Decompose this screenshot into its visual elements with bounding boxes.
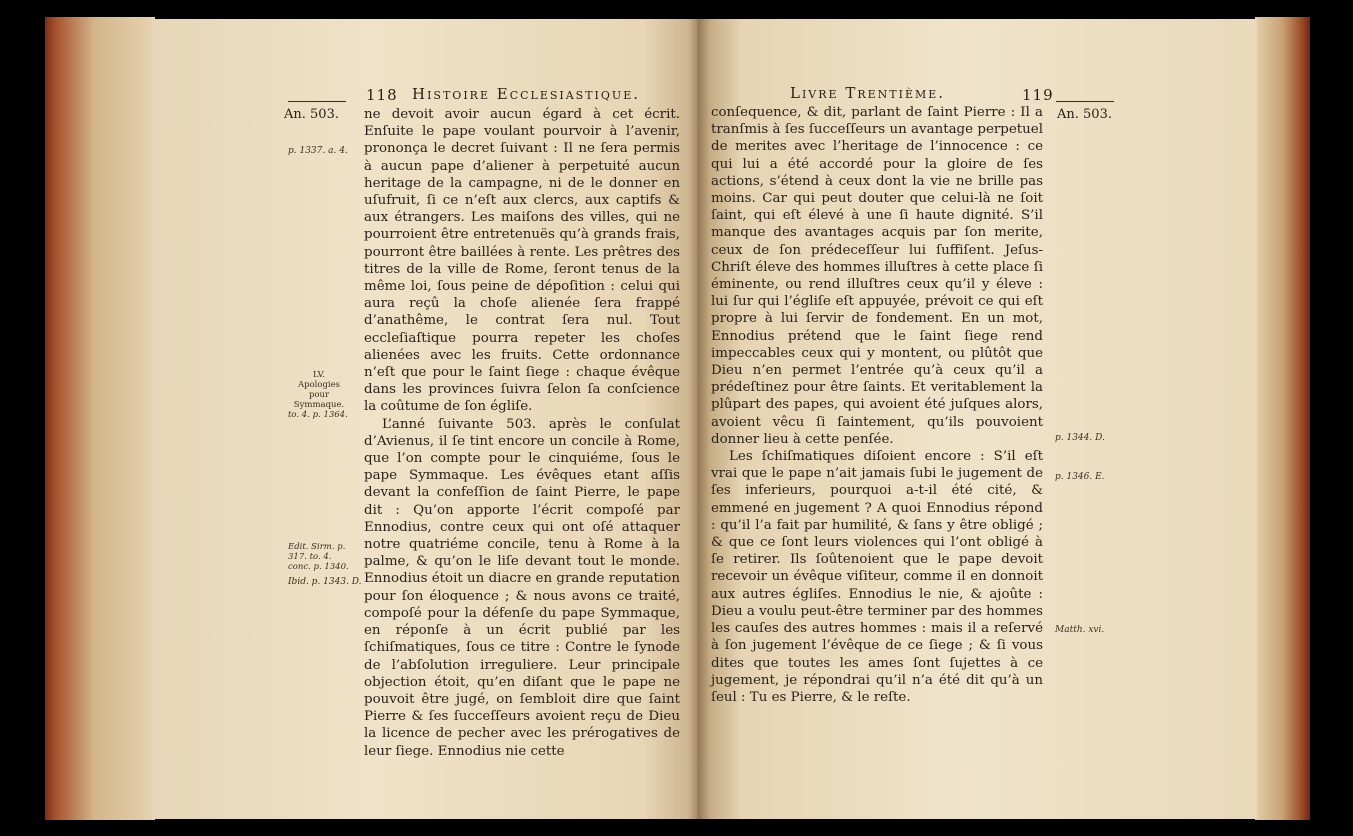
- left-margin-ref: Edit. Sirm. p. 317. to. 4. conc. p. 1340.: [288, 542, 349, 572]
- right-page-number: 119: [1022, 86, 1054, 104]
- right-margin-ref: Matth. xvi.: [1055, 625, 1105, 635]
- margin-note-ref: to. 4. p. 1364.: [288, 410, 348, 420]
- right-page-edges: [1255, 17, 1310, 820]
- left-paragraph: ne devoit avoir aucun égard à cet écrit. Enſuite le pape voulant pourvoir à l’avenir, prononça le decret ſuivant : Il ne ſera permis à aucun pape d’aliener à perpetuité aucun heritage de la campagne, ni de le donner en uſufruit, ſi ce n’eſt aux clercs, aux captifs & aux étrangers. Les maiſons des villes, qui ne pourroient être entretenuës qu’à grands frais, pourront être baillées à rente. Les prêtres des titres de la ville de Rome, ſeront tenus de la même loi, ſous peine de dépoſition : celui qui aura reçû la choſe alienée ſera frappé d’anathême, le contrat ſera nul. Tout eccleſiaſtique pourra repeter les choſes alienées avec les fruits. Cette ordonnance n’eſt que pour le ſaint ſiege : chaque évêque dans les provinces ſuivra ſelon ſa conſcience la coûtume de ſon égliſe.: [364, 107, 680, 415]
- right-running-title: Livre Trentième.: [790, 84, 946, 102]
- left-running-title: Histoire Ecclesiastique.: [412, 85, 640, 103]
- left-paragraph: L’anné ſuivante 503. après le conſulat d’Avienus, il ſe tint encore un concile à Rome, que l’on compte pour le cinquiéme, ſous le pape Symmaque. Les évêques etant aſſis devant la confeſſion de ſaint Pierre, le pape dit : Qu’on apporte l’écrit compoſé par Ennodius, contre ceux qui ont oſé attaquer notre quatriéme concile, tenu à Rome à la palme, & qu’on le liſe devant tout le monde. Ennodius étoit un diacre en grande reputation pour ſon éloquence ; & nous avons ce traité, compoſé pour la défenſe du pape Symmaque, en réponſe à un écrit publié par les ſchiſmatiques, ſous ce titre : Contre le ſynode de l’abſolution irreguliere. Leur principale objection étoit, qu’en diſant que le pape ne pouvoit être jugé, on ſembloit dire que ſaint Pierre & ſes ſucceſſeurs avoient reçu de Dieu la licence de pecher avec les prérogatives de leur ſiege. Ennodius nie cette: [364, 416, 680, 759]
- right-year-marker: An. 503.: [1057, 107, 1112, 122]
- header-rule-left: [288, 101, 346, 102]
- left-margin-ref: Ibid. p. 1343. D.: [288, 577, 362, 587]
- right-margin-ref: p. 1344. D.: [1055, 433, 1105, 443]
- header-rule-right: [1056, 101, 1114, 102]
- book-gutter: [688, 19, 710, 819]
- margin-note-text: Apologies pour Symmaque.: [293, 380, 345, 410]
- margin-note-heading: LV.: [313, 370, 325, 380]
- left-margin-note-block: [288, 370, 350, 420]
- left-page-number: 118: [366, 86, 398, 104]
- left-margin-ref: p. 1337. a. 4.: [288, 146, 348, 156]
- right-paragraph: conſequence, & dit, parlant de ſaint Pierre : Il a tranſmis à ſes ſucceſſeurs un avantage perpetuel de merites avec l’heritage de l’innocence : ce qui lui a été accordé pour la gloire de ſes actions, s’étend à ceux dont la vie ne brille pas moins. Car qui peut douter que celui-là ne ſoit ſaint, qui eſt élevé à une ſi haute dignité. S’il manque des avantages acquis par ſon merite, ceux de ſon prédeceſſeur lui ſuffiſent. Jeſus-Chriſt éleve des hommes illuſtres à cette place ſi éminente, ou rend illuſtres ceux qu’il y éleve : lui ſur qui l’égliſe eſt appuyée, prévoit ce qui eſt propre à lui ſervir de fondement. En un mot, Ennodius prétend que le ſaint ſiege rend impeccables ceux qui y montent, ou plûtôt que Dieu n’en permet l’entrée qu’à ceux qu’il a prédeſtinez pour être ſaints. Et veritablement la plûpart des papes, qui avoient été juſques alors, avoient vêcu ſi ſaintement, qu’ils pouvoient donner lieu à cette penſée.: [711, 105, 1043, 447]
- left-page-edges: [45, 17, 155, 820]
- right-margin-ref: p. 1346. E.: [1055, 472, 1105, 482]
- left-page-body: [364, 106, 680, 760]
- right-page-body: [711, 104, 1043, 706]
- right-paragraph: Les ſchiſmatiques diſoient encore : S’il eſt vrai que le pape n’ait jamais ſubi le jugement de ſes inferieurs, pourquoi a-t-il été cité, & emmené en jugement ? A quoi Ennodius répond : qu’il l’a fait par humilité, & ſans y être obligé ; & que ce ſont leurs violences qui l’ont obligé à ſe retirer. Ils ſoûtenoient que le pape devoit recevoir un évêque viſiteur, comme il en donnoit aux autres égliſes. Ennodius le nie, & ajoûte : Dieu a voulu peut-être terminer par des hommes les cauſes des autres hommes : mais il a reſervé à ſon jugement l’évêque de ce ſiege ; & ſi vous dites que toutes les ames ſont ſujettes à ce jugement, je répondrai qu’il n’a été dit qu’à un ſeul : Tu es Pierre, & le reſte.: [711, 449, 1044, 705]
- left-year-marker: An. 503.: [284, 107, 339, 122]
